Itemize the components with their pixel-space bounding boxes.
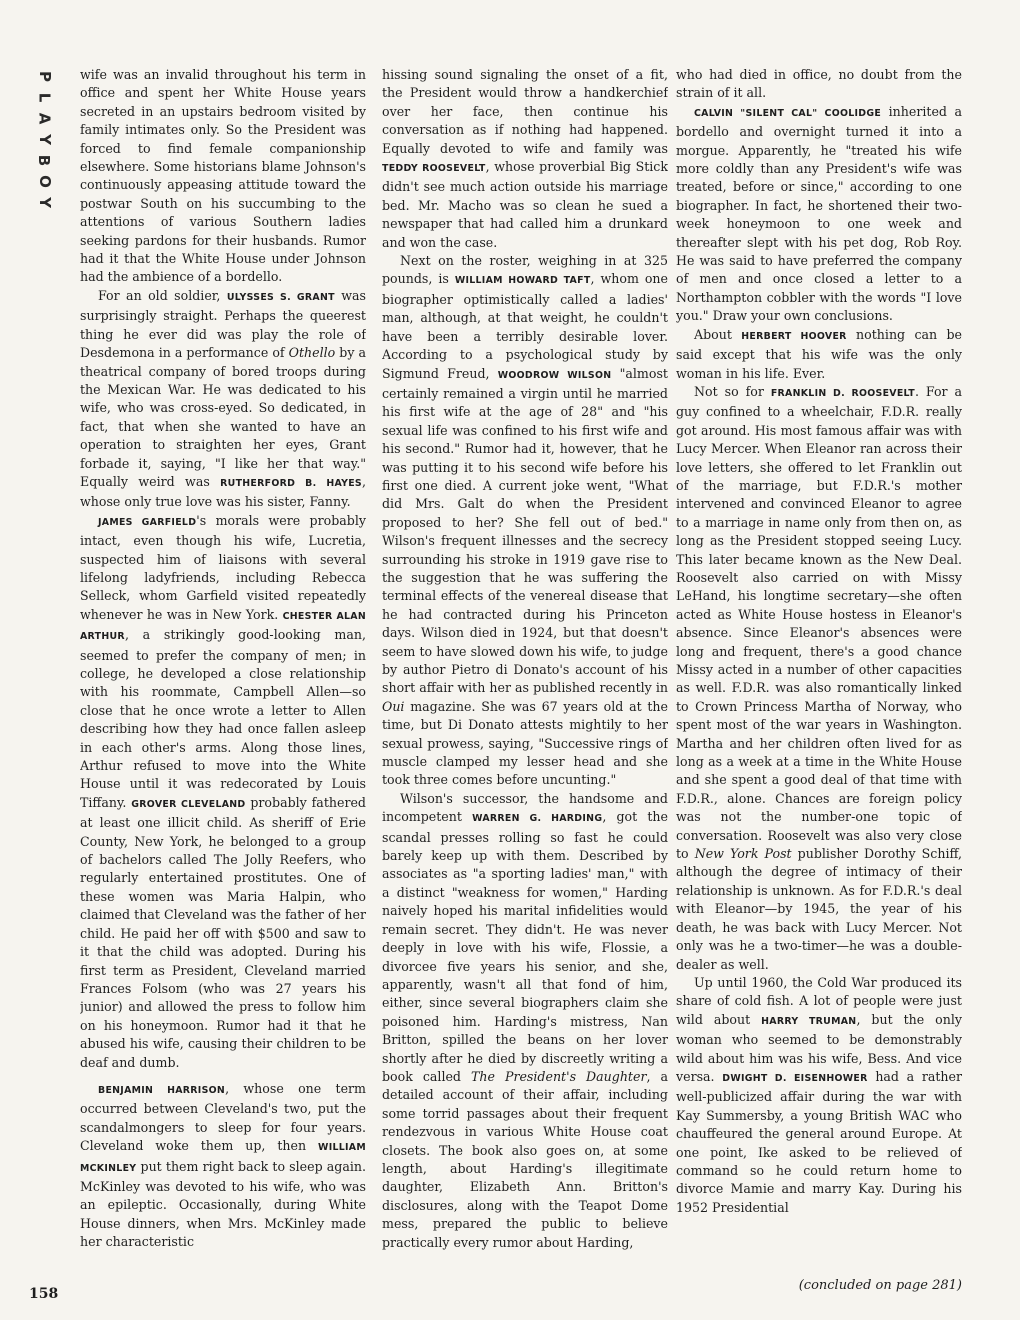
president-name: TEDDY ROOSEVELT: [382, 163, 486, 175]
president-name: WOODROW WILSON: [497, 369, 612, 381]
president-name: WARREN G. HARDING: [472, 813, 603, 825]
president-name: WILLIAM MCKINLEY: [80, 1142, 366, 1174]
runner-letter: A: [35, 112, 54, 125]
runner-letter: P: [35, 71, 54, 82]
paragraph-text: who had died in office, no doubt from the strain of it all.: [676, 67, 962, 101]
paragraph-text: Wilson's successor, the handsome and incompetent: [382, 790, 668, 825]
article-paragraph: [80, 1080, 366, 1252]
paragraph-text: wife was an invalid throughout his term in office and spent her White House years secreted in an upstairs bedroom visited by family intimates only. So the President was forced to find female companionship elsewhere. Some historians blame Johnson's continuously appeasing attitude toward the postwar South on his succumbing to the attentions of various Southern ladies seeking pardons for their husbands. Rumor had it that the White House under Johnson had the ambience of a bordello.: [80, 67, 366, 285]
article-paragraph: [80, 66, 366, 287]
paragraph-text: inherited a bordello and overnight turned it into a morgue. Apparently, he "treated his wife more coldly than any President's wife was treated, before or since," according to one biographer. In fact, he shortened their two-week honeymoon to one week and thereafter slept with his pet dog, Rob Roy. He was said to have preferred the company of men and once closed a letter to a Northampton cobbler with the words "I love you." Draw your own conclusions.: [676, 103, 962, 324]
paragraph-text: Up until 1960, the Cold War produced its share of cold fish. A lot of people were just wild about: [676, 974, 962, 1027]
magazine-runner: [33, 66, 55, 213]
paragraph-text: , a strikingly good-looking man, seemed to prefer the company of men; in college, he developed a close relationship with his roommate, Campbell Allen—so close that he once wrote a letter to Allen describing how they had once fallen asleep in each other's arms. Along those lines, Arthur refused to move into the White House until it was redecorated by Louis Tiffany.: [80, 627, 366, 810]
article-paragraph: [80, 287, 366, 512]
paragraph-text: "almost certainly remained a virgin until he married his first wife at the age of 28" and "his sexual life was confined to his first wife and his second." Rumor had it, however, that he was putting it to his second wife before his first one died. A current joke went, "What did Mrs. Galt do when the President proposed to her? She fell out of bed." Wilson's frequent illnesses and the secrecy surrounding his stroke in 1919 gave rise to the suggestion that he was suffering the terminal effects of the venereal disease that he had contracted during his Princeton days. Wilson died in 1924, but that doesn't seem to have slowed down his wife, to judge by author Pietro di Donato's account of his short affair with her as published recently in: [382, 365, 668, 696]
article-paragraph: [676, 383, 962, 974]
paragraph-text: had a rather well-publicized affair during the war with Kay Summersby, a young British WAC who chauffeured the general around Europe. At one point, Ike asked to be relieved of command so he could return home to divorce Mamie and marry Kay. During his 1952 Presidential: [676, 1068, 962, 1215]
president-name: JAMES GARFIELD: [98, 516, 197, 528]
paragraph-text: 's morals were probably intact, even though his wife, Lucretia, suspected him of liaisons with several lifelong ladyfriends, including Rebecca Selleck, whom Garfield visited repeatedly whenever he was in New York.: [80, 512, 366, 622]
article-paragraph: [80, 512, 366, 1072]
president-name: ULYSSES S. GRANT: [226, 291, 335, 303]
italic-title: The President's Daughter: [471, 1068, 647, 1084]
page-number: 158: [29, 1286, 59, 1302]
president-name: FRANKLIN D. ROOSEVELT: [770, 387, 915, 399]
president-name: BENJAMIN HARRISON: [98, 1084, 226, 1096]
continuation-note: (concluded on page 281): [798, 1278, 962, 1293]
article-column-3: [676, 66, 962, 1296]
italic-title: New York Post: [694, 846, 792, 862]
runner-letter: B: [35, 154, 54, 167]
paragraph-text: , whom one biographer optimistically called a ladies' man, although, at that weight, he couldn't have been a terribly desirable lover. According to a psychological study by Sigmund Freud,: [382, 271, 668, 381]
paragraph-text: probably fathered at least one illicit child. As sheriff of Erie County, New York, he belonged to a group of bachelors called The Jolly Reefers, who regularly entertained prostitutes. One of these women was Maria Halpin, who claimed that Cleveland was the father of her child. He paid her off with $500 and saw to it that the child was adopted. During his first term as President, Cleveland married Frances Folsom (who was 27 years his junior) and allowed the press to follow him on his honeymoon. Rumor had it that he abused his wife, causing their children to be deaf and dumb.: [80, 794, 366, 1070]
paragraph-text: . For a guy confined to a wheelchair, F.D.R. really got around. His most famous affair was with Lucy Mercer. When Eleanor ran across their love letters, she offered to let Franklin out of the marriage, but F.D.R.'s mother intervened and convinced Eleanor to agree to a marriage in name only from then on, as long as the President stopped seeing Lucy. This later became known as the New Deal. Roosevelt also carried on with Missy LeHand, his longtime secretary—she often acted as White House hostess in Eleanor's absence. Since Eleanor's absences were long and frequent, there's a good chance Missy acted in a number of other capacities as well. F.D.R. was also romantically linked to Crown Princess Martha of Norway, who spent most of the war years in Washington. Martha and her children often lived for as long as a week at a time in the White House and she spent a good deal of that time with F.D.R., alone. Chances are foreign policy was not the number-one topic of conversation. Roosevelt was also very close to: [676, 383, 962, 862]
runner-letter: O: [35, 175, 54, 188]
president-name: WILLIAM HOWARD TAFT: [454, 275, 591, 287]
paragraph-text: Next on the roster, weighing in at 325 pounds, is: [382, 253, 668, 287]
president-name: HERBERT HOOVER: [741, 330, 847, 342]
runner-letter: Y: [35, 197, 54, 208]
paragraph-text: nothing can be said except that his wife was the only woman in his life. Ever.: [676, 326, 962, 381]
italic-title: Othello: [288, 345, 336, 361]
president-name: CHESTER ALAN ARTHUR: [80, 610, 366, 643]
paragraph-text: , a detailed account of their affair, including some torrid passages about their frequent rendezvous in various White House coat closets. The book also goes on, at some length, about Harding's illegitimate daughter, Elizabeth Ann. Britton's disclosures, along with the Teapot Dome mess, prepared the public to believe practically every rumor about Harding,: [382, 1068, 668, 1250]
paragraph-text: For an old soldier,: [98, 287, 227, 303]
paragraph-text: , whose only true love was his sister, Fanny.: [80, 473, 366, 510]
paragraph-text: hissing sound signaling the onset of a fit, the President would throw a handkerchief over her face, then continue his conversation as if nothing had happened. Equally devoted to wife and family was: [382, 67, 668, 156]
president-name: CALVIN "SILENT CAL" COOLIDGE: [694, 107, 882, 119]
paragraph-text: by a theatrical company of bored troops during the Mexican War. He was dedicated to his wife, who was cross-eyed. So dedicated, in fact, that when she wanted to have an operation to straighten her eyes, Grant forbade it, saying, "I like her that way." Equally weird was: [80, 345, 366, 489]
paragraph-text: , got the scandal presses rolling so fast he could barely keep up with them. Described by associates as "a sporting ladies' man," with a distinct "weakness for women," Harding naively hoped his marital infidelities would remain secret. They didn't. He was never deeply in love with his wife, Flossie, a divorcee five years his senior, and she, apparently, wasn't all that fond of him, either, since several biographers claim she poisoned him. Harding's mistress, Nan Britton, spilled the beans on her lover shortly after he died by discreetly writing a book called: [382, 809, 668, 1084]
italic-title: Oui: [382, 698, 405, 714]
president-name: RUTHERFORD B. HAYES: [220, 477, 362, 489]
paragraph-text: was surprisingly straight. Perhaps the queerest thing he ever did was play the role of Desdemona in a performance of: [80, 287, 366, 361]
article-column-1: [80, 66, 366, 1296]
president-name: HARRY TRUMAN: [761, 1015, 857, 1027]
runner-letter: L: [35, 92, 54, 103]
paragraph-text: About: [694, 326, 742, 342]
paragraph-text: , but the only woman who seemed to be demonstrably wild about him was his wife, Bess. And vice versa.: [676, 1011, 962, 1084]
article-paragraph: [382, 66, 668, 252]
paragraph-text: magazine. She was 67 years old at the time, but Di Donato attests mightily to her sexual prowess, saying, "Successive rings of muscle clamped my lesser head and she took three comes before uncunting.": [382, 698, 668, 788]
president-name: DWIGHT D. EISENHOWER: [722, 1072, 868, 1084]
article-paragraph: [382, 790, 668, 1252]
article-paragraph: [676, 326, 962, 383]
paragraph-text: put them right back to sleep again. McKinley was devoted to his wife, who was an epileptic. Occasionally, during White House dinners, when Mrs. McKinley made her characteristic: [80, 1158, 366, 1250]
article-column-2: [382, 66, 668, 1296]
runner-letter: Y: [35, 134, 54, 145]
article-paragraph: [676, 66, 962, 103]
article-paragraph: [382, 252, 668, 790]
president-name: GROVER CLEVELAND: [131, 798, 246, 810]
paragraph-text: publisher Dorothy Schiff, although the degree of intimacy of their relationship is unknown. As for F.D.R.'s deal with Eleanor—by 1945, the year of his death, he was back with Lucy Mercer. Not only was he a two-timer—he was a double-dealer as well.: [676, 846, 962, 972]
paragraph-text: Not so for: [694, 383, 771, 399]
paragraph-text: , whose proverbial Big Stick didn't see much action outside his marriage bed. Mr. Macho was so clean he sued a newspaper that had called him a drunkard and won the case.: [382, 159, 668, 250]
article-paragraph: [676, 974, 962, 1217]
article-paragraph: [676, 103, 962, 326]
paragraph-text: , whose one term occurred between Cleveland's two, put the scandalmongers to sleep for four years. Cleveland woke them up, then: [80, 1080, 366, 1154]
